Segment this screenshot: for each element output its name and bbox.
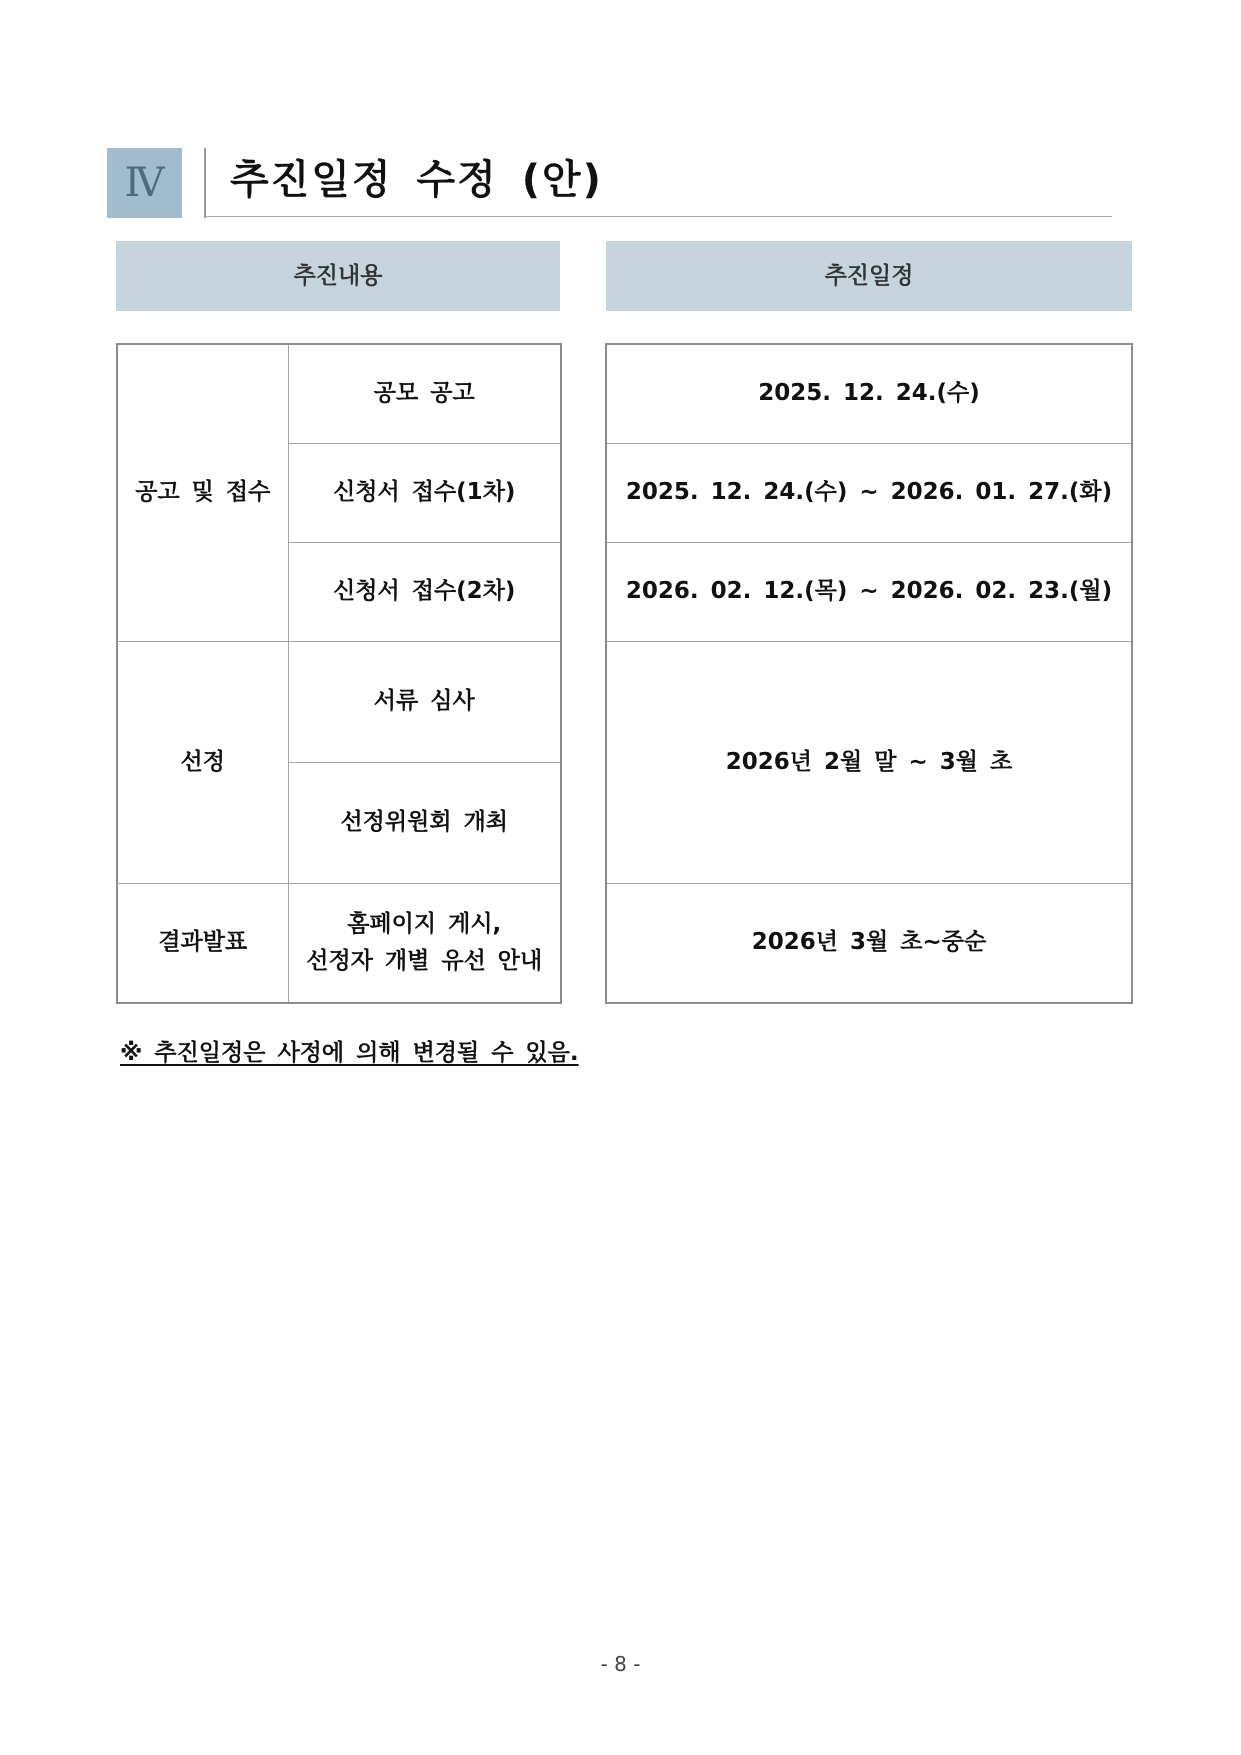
result-line-2: 선정자 개별 유선 안내 xyxy=(306,947,543,974)
table-row xyxy=(117,344,561,443)
section-title: 추진일정 수정 (안) xyxy=(230,157,603,203)
table-row xyxy=(117,641,561,762)
schedule-result: 2026년 3월 초~중순 xyxy=(606,883,1132,1003)
group-label-announce: 공고 및 접수 xyxy=(117,344,288,641)
item-result-notice xyxy=(288,883,561,1003)
schedule-selection: 2026년 2월 말 ~ 3월 초 xyxy=(606,641,1132,883)
section-number: Ⅳ xyxy=(107,148,182,218)
header-content: 추진내용 xyxy=(116,241,560,311)
content-table xyxy=(116,343,562,1004)
table-row xyxy=(606,641,1132,883)
group-label-selection: 선정 xyxy=(117,641,288,883)
table-row xyxy=(606,542,1132,641)
result-line-1: 홈페이지 게시, xyxy=(347,910,502,937)
item-notice: 공모 공고 xyxy=(288,344,561,443)
item-application-2: 신청서 접수(2차) xyxy=(288,542,561,641)
header-schedule: 추진일정 xyxy=(606,241,1132,311)
title-underline xyxy=(206,216,1112,217)
schedule-notice: 2025. 12. 24.(수) xyxy=(606,344,1132,443)
page-number: - 8 - xyxy=(600,1652,641,1676)
table-row xyxy=(606,344,1132,443)
section-divider xyxy=(204,148,206,218)
item-application-1: 신청서 접수(1차) xyxy=(288,443,561,542)
item-committee: 선정위원회 개최 xyxy=(288,762,561,883)
item-document-review: 서류 심사 xyxy=(288,641,561,762)
table-row xyxy=(606,883,1132,1003)
table-row xyxy=(606,443,1132,542)
schedule-application-2: 2026. 02. 12.(목) ~ 2026. 02. 23.(월) xyxy=(606,542,1132,641)
table-row xyxy=(117,883,561,1003)
schedule-note: ※ 추진일정은 사정에 의해 변경될 수 있음. xyxy=(120,1040,579,1066)
schedule-application-1: 2025. 12. 24.(수) ~ 2026. 01. 27.(화) xyxy=(606,443,1132,542)
group-label-result: 결과발표 xyxy=(117,883,288,1003)
schedule-table xyxy=(605,343,1133,1004)
